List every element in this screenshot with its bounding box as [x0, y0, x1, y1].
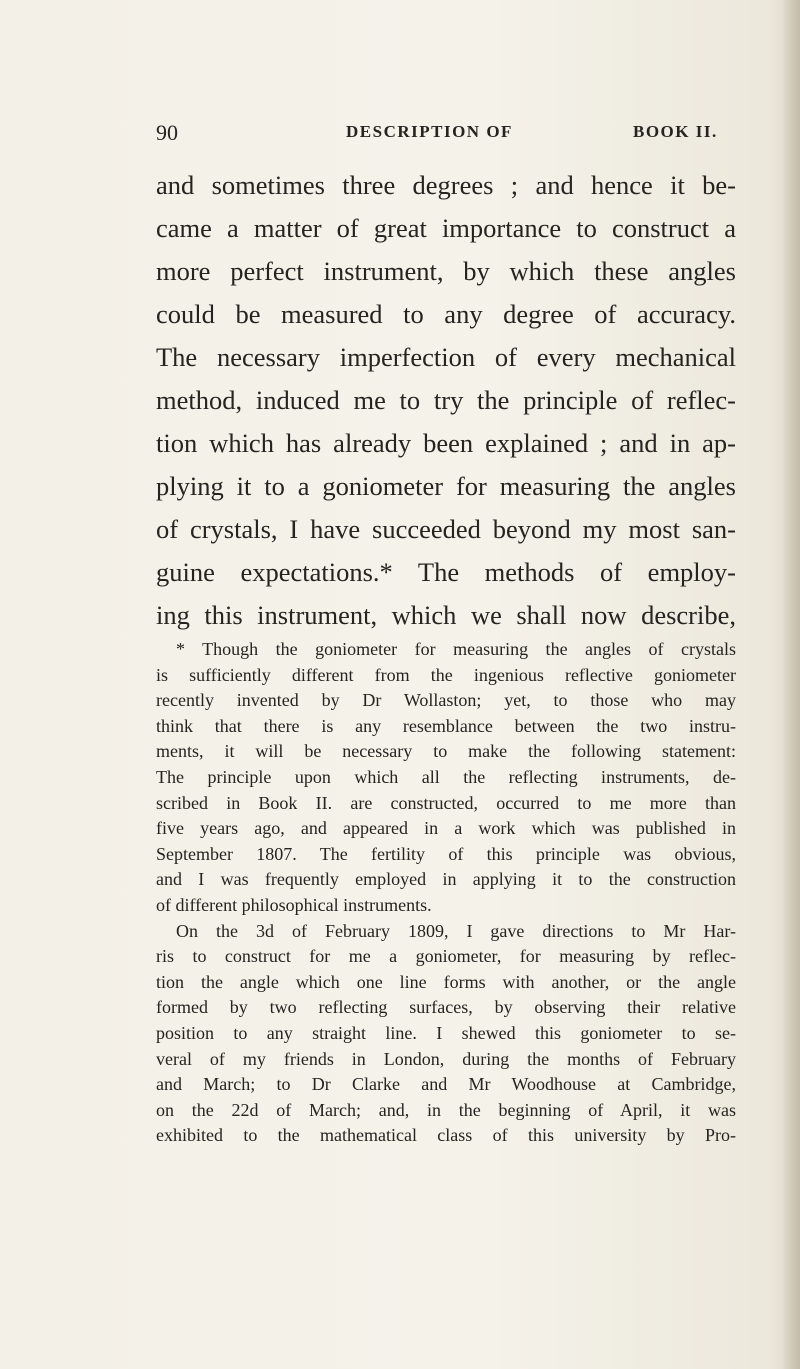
- text-line: ing this instrument, which we shall now describe,: [156, 600, 736, 630]
- running-title: DESCRIPTION OF: [346, 122, 513, 141]
- footnote-line: ments, it will be necessary to make the following statement:: [156, 741, 736, 762]
- footnote: [156, 637, 736, 1149]
- text-line: of crystals, I have succeeded beyond my most san-: [156, 514, 736, 544]
- book-label: BOOK II.: [633, 122, 718, 141]
- text-line: The necessary imperfection of every mechanical: [156, 342, 736, 372]
- footnote-line: On the 3d of February 1809, I gave directions to Mr Har-: [176, 920, 736, 941]
- footnote-line: formed by two reflecting surfaces, by observing their relative: [156, 997, 736, 1018]
- footnote-line: The principle upon which all the reflecting instruments, de-: [156, 766, 736, 787]
- footnote-line: five years ago, and appeared in a work which was published in: [156, 818, 736, 839]
- text-line: could be measured to any degree of accuracy.: [156, 299, 736, 329]
- text-line: came a matter of great importance to construct a: [156, 213, 736, 243]
- footnote-line: tion the angle which one line forms with another, or the angle: [156, 971, 736, 992]
- footnote-line: and I was frequently employed in applying it to the construction: [156, 869, 736, 890]
- footnote-line: * Though the goniometer for measuring the angles of crystals: [176, 639, 736, 659]
- text-line: method, induced me to try the principle of reflec-: [156, 385, 736, 415]
- page-edge-shadow: [782, 0, 800, 1369]
- main-paragraph: [156, 164, 736, 637]
- footnote-line: exhibited to the mathematical class of this university by Pro-: [156, 1125, 736, 1146]
- footnote-line: recently invented by Dr Wollaston; yet, to those who may: [156, 690, 736, 711]
- text-line: plying it to a goniometer for measuring the angles: [156, 471, 736, 501]
- footnote-line: September 1807. The fertility of this principle was obvious,: [156, 843, 736, 864]
- footnote-line: position to any straight line. I shewed this goniometer to se-: [156, 1022, 736, 1043]
- text-line: and sometimes three degrees ; and hence it be-: [156, 170, 736, 200]
- footnote-line: of different philosophical instruments.: [156, 894, 432, 915]
- text-line: tion which has already been explained ; and in ap-: [156, 428, 736, 458]
- footnote-line: ris to construct for me a goniometer, for measuring by reflec-: [156, 946, 736, 967]
- footnote-line: veral of my friends in London, during the months of February: [156, 1048, 736, 1069]
- text-line: more perfect instrument, by which these angles: [156, 256, 736, 286]
- footnote-line: and March; to Dr Clarke and Mr Woodhouse at Cambridge,: [156, 1074, 736, 1095]
- footnote-line: scribed in Book II. are constructed, occurred to me more than: [156, 792, 736, 813]
- running-header: [156, 120, 766, 150]
- footnote-line: is sufficiently different from the ingenious reflective goniometer: [156, 664, 736, 685]
- footnote-line: think that there is any resemblance between the two instru-: [156, 715, 736, 736]
- text-line: guine expectations.* The methods of employ-: [156, 557, 736, 587]
- page-number: 90: [156, 120, 178, 145]
- footnote-line: on the 22d of March; and, in the beginning of April, it was: [156, 1099, 736, 1120]
